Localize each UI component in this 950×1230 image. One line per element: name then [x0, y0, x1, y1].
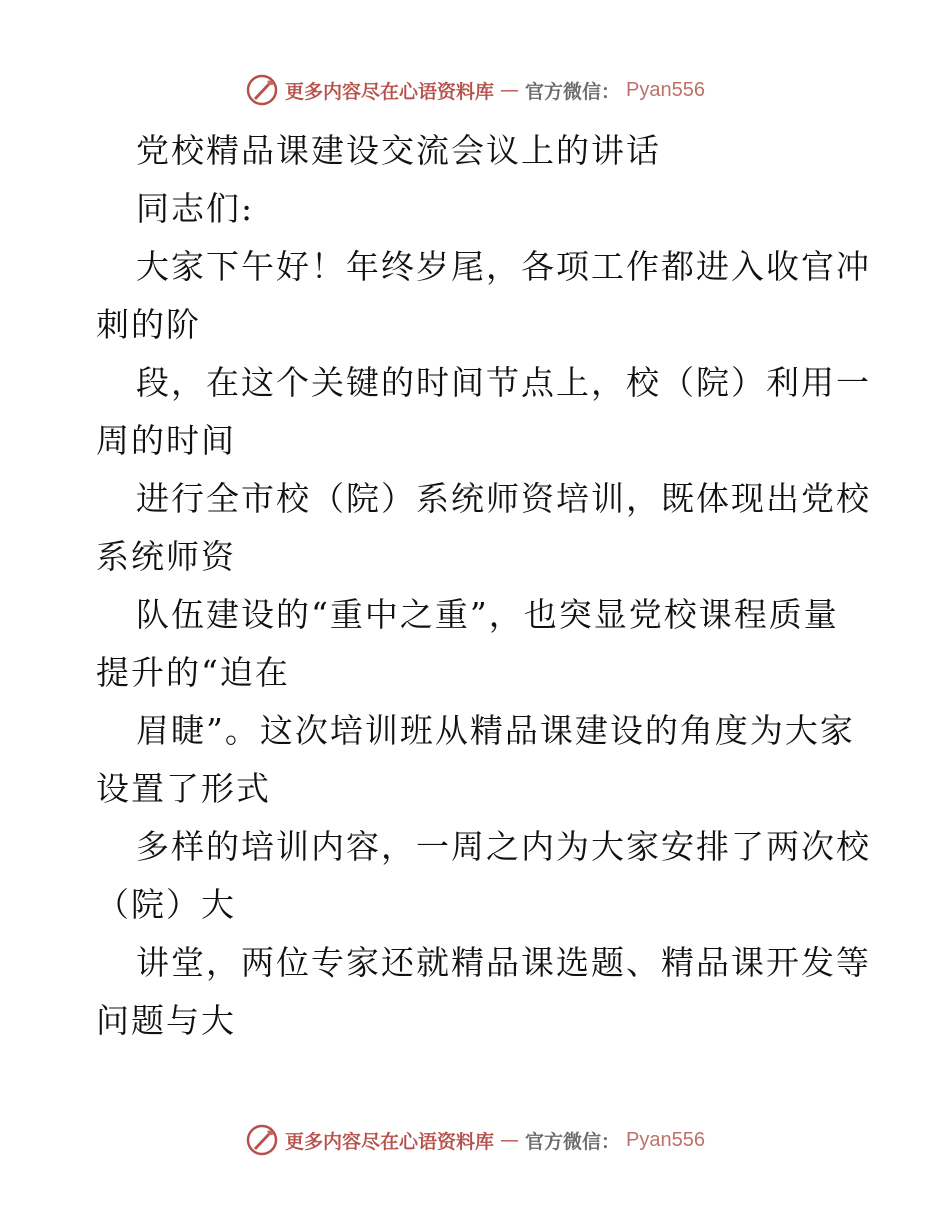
body-text-line: 刺的阶 — [96, 305, 201, 344]
watermark-separator: — — [500, 1129, 520, 1151]
body-text-line: 同志们: — [136, 189, 255, 228]
body-text-line: 设置了形式 — [96, 769, 271, 808]
body-text-line: 周的时间 — [96, 421, 236, 460]
footer-watermark — [0, 1120, 950, 1160]
body-text-line: 提升的“迫在 — [96, 653, 290, 692]
watermark-wechat-label: 官方微信： — [525, 1130, 621, 1153]
watermark-brand — [245, 73, 705, 107]
quill-logo-icon — [245, 1123, 279, 1157]
watermark-brand — [245, 1123, 705, 1157]
watermark-wechat-label: 官方微信： — [525, 80, 621, 103]
body-text-line: 段，在这个关键的时间节点上，校（院）利用一 — [136, 363, 871, 402]
header-watermark — [0, 70, 950, 110]
document-title: 党校精品课建设交流会议上的讲话 — [136, 131, 661, 170]
watermark-wechat-id: Pyan556 — [626, 78, 705, 101]
body-text-line: 队伍建设的“重中之重”，也突显党校课程质量 — [136, 595, 839, 634]
watermark-brand-text: 更多内容尽在心语资料库 — [285, 1130, 495, 1153]
body-text-line: 进行全市校（院）系统师资培训，既体现出党校 — [136, 479, 871, 518]
watermark-separator: — — [500, 79, 520, 101]
body-text-line: 问题与大 — [96, 1001, 236, 1040]
quill-logo-icon — [245, 73, 279, 107]
body-text-line: 系统师资 — [96, 537, 236, 576]
body-text-line: 多样的培训内容，一周之内为大家安排了两次校 — [136, 827, 871, 866]
body-text-line: 讲堂，两位专家还就精品课选题、精品课开发等 — [136, 943, 871, 982]
watermark-wechat-id: Pyan556 — [626, 1128, 705, 1151]
document-body — [96, 122, 871, 1050]
body-text-line: 大家下午好！年终岁尾，各项工作都进入收官冲 — [136, 247, 871, 286]
body-text-line: （院）大 — [96, 885, 236, 924]
watermark-brand-text: 更多内容尽在心语资料库 — [285, 80, 495, 103]
body-text-line: 眉睫”。这次培训班从精品课建设的角度为大家 — [136, 711, 855, 750]
